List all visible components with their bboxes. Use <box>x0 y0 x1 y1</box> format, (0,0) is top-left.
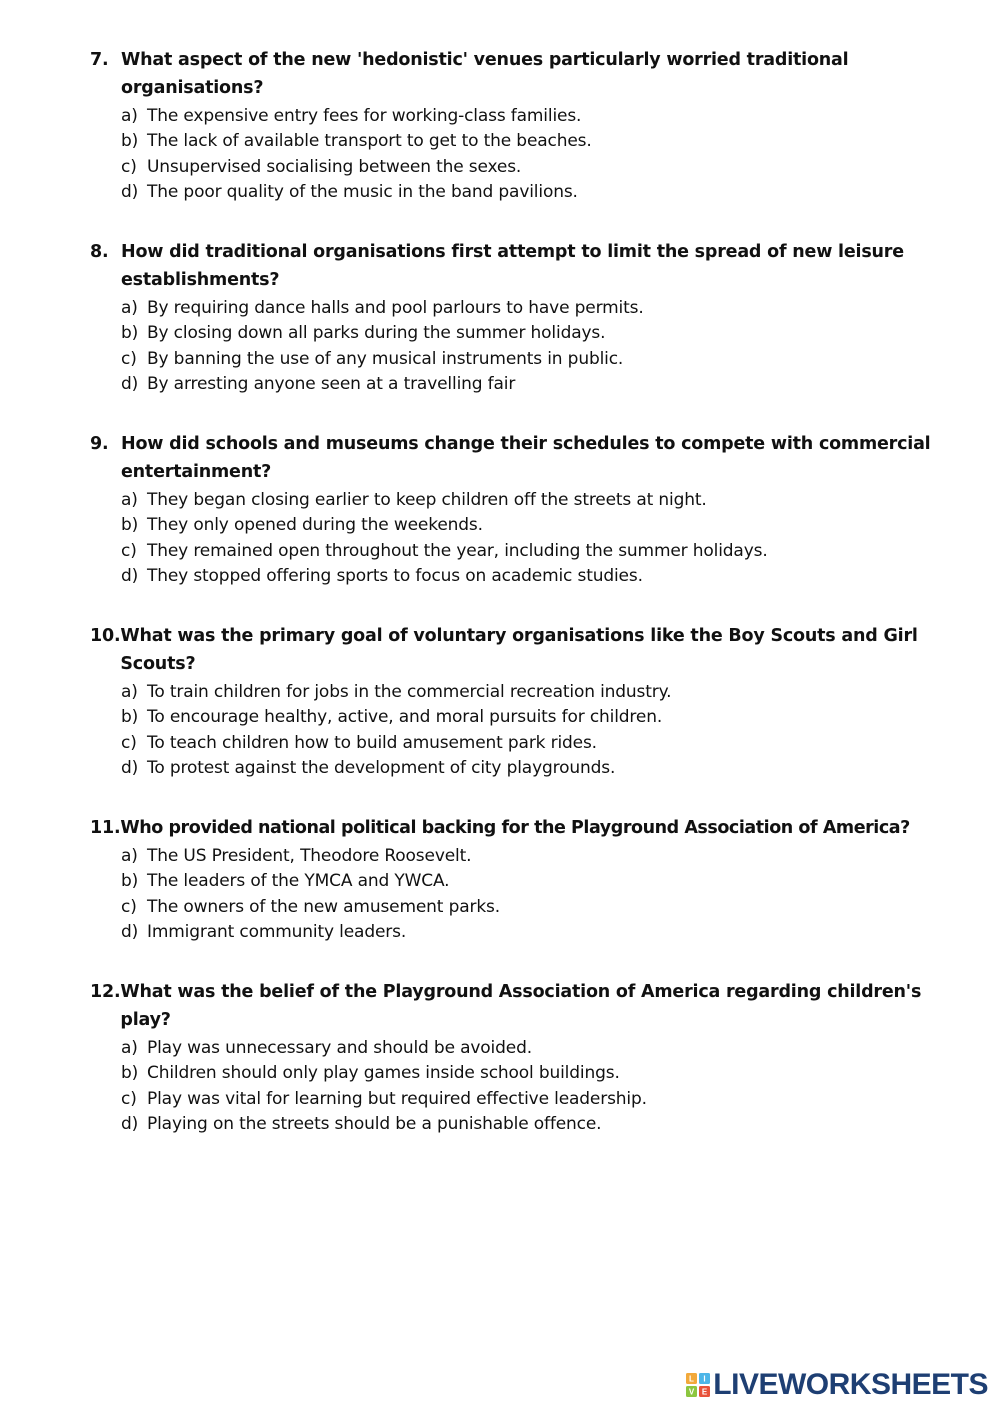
answer-option-c[interactable] <box>121 347 970 372</box>
answer-option-d[interactable] <box>121 1112 970 1137</box>
svg-text:L: L <box>689 1374 695 1384</box>
answer-option-c[interactable] <box>121 895 970 920</box>
option-text: They only opened during the weekends. <box>147 515 483 536</box>
option-text: The lack of available transport to get to the beaches. <box>147 131 592 152</box>
option-letter: c) <box>121 896 137 917</box>
answer-option-a[interactable] <box>121 1036 970 1061</box>
option-letter: c) <box>121 732 137 753</box>
answer-option-b[interactable] <box>121 869 970 894</box>
answer-option-b[interactable] <box>121 321 970 346</box>
answer-option-a[interactable] <box>121 488 970 513</box>
question-number: 8. <box>90 242 109 262</box>
liveworksheets-logo-icon <box>685 1372 711 1398</box>
question-heading <box>90 622 970 678</box>
answer-options <box>121 844 970 945</box>
option-letter: c) <box>121 156 137 177</box>
question-11 <box>90 814 970 945</box>
question-heading <box>90 814 970 842</box>
option-letter: b) <box>121 707 139 728</box>
option-text: To teach children how to build amusement park rides. <box>147 732 597 753</box>
option-letter: a) <box>121 682 138 702</box>
option-text: By banning the use of any musical instruments in public. <box>147 348 624 369</box>
option-text: The poor quality of the music in the band pavilions. <box>147 181 578 202</box>
option-text: They stopped offering sports to focus on academic studies. <box>147 565 643 586</box>
question-text: Who provided national political backing for the Playground Association of America? <box>120 818 910 838</box>
question-10 <box>90 622 970 781</box>
question-number: 12. <box>90 982 121 1002</box>
answer-option-a[interactable] <box>121 104 970 129</box>
option-text: The expensive entry fees for working-class families. <box>147 106 582 126</box>
question-number: 7. <box>90 50 109 70</box>
liveworksheets-brand[interactable] <box>685 1370 988 1400</box>
option-text: Unsupervised socialising between the sexes. <box>147 156 522 177</box>
answer-options <box>121 488 970 589</box>
question-text: How did traditional organisations first attempt to limit the spread of new leisure establishments? <box>121 242 904 290</box>
answer-option-c[interactable] <box>121 731 970 756</box>
option-letter: b) <box>121 1063 139 1084</box>
option-letter: b) <box>121 323 139 344</box>
question-number: 11. <box>90 818 121 838</box>
option-text: By arresting anyone seen at a travelling fair <box>147 373 516 394</box>
answer-option-d[interactable] <box>121 372 970 397</box>
option-text: Play was vital for learning but required effective leadership. <box>147 1088 647 1109</box>
option-text: Children should only play games inside school buildings. <box>147 1063 620 1084</box>
option-text: By requiring dance halls and pool parlours to have permits. <box>147 298 644 318</box>
question-7 <box>90 46 970 205</box>
option-text: They remained open throughout the year, including the summer holidays. <box>147 540 768 561</box>
option-letter: a) <box>121 298 138 318</box>
option-letter: d) <box>121 757 139 778</box>
option-letter: b) <box>121 131 139 152</box>
question-number: 10. <box>90 626 121 646</box>
option-letter: a) <box>121 106 138 126</box>
option-letter: a) <box>121 490 138 510</box>
option-text: To protest against the development of city playgrounds. <box>147 757 616 778</box>
answer-option-c[interactable] <box>121 155 970 180</box>
option-letter: d) <box>121 373 139 394</box>
question-number: 9. <box>90 434 109 454</box>
option-letter: d) <box>121 1113 139 1134</box>
option-text: Immigrant community leaders. <box>147 921 407 942</box>
question-text: What was the belief of the Playground Association of America regarding children's play? <box>120 982 922 1030</box>
option-text: Playing on the streets should be a punishable offence. <box>147 1113 602 1134</box>
question-text: How did schools and museums change their schedules to compete with commercial entertainment? <box>121 434 931 482</box>
option-letter: d) <box>121 921 139 942</box>
option-letter: b) <box>121 871 139 892</box>
option-letter: b) <box>121 515 139 536</box>
option-text: To train children for jobs in the commercial recreation industry. <box>147 682 672 702</box>
answer-options <box>121 104 970 205</box>
option-letter: c) <box>121 540 137 561</box>
option-text: The leaders of the YMCA and YWCA. <box>147 871 450 892</box>
option-letter: a) <box>121 846 138 866</box>
option-letter: c) <box>121 1088 137 1109</box>
answer-option-b[interactable] <box>121 1061 970 1086</box>
question-9 <box>90 430 970 589</box>
answer-option-d[interactable] <box>121 564 970 589</box>
question-12 <box>90 978 970 1137</box>
svg-text:V: V <box>689 1387 695 1397</box>
answer-options <box>121 296 970 397</box>
answer-option-c[interactable] <box>121 1087 970 1112</box>
answer-option-a[interactable] <box>121 296 970 321</box>
answer-option-b[interactable] <box>121 129 970 154</box>
brand-name: LIVEWORKSHEETS <box>713 1368 988 1401</box>
option-letter: a) <box>121 1038 138 1058</box>
answer-option-d[interactable] <box>121 920 970 945</box>
svg-text:I: I <box>703 1374 706 1384</box>
question-heading <box>90 238 970 294</box>
answer-option-d[interactable] <box>121 180 970 205</box>
question-8 <box>90 238 970 397</box>
answer-option-c[interactable] <box>121 539 970 564</box>
option-text: Play was unnecessary and should be avoided. <box>147 1038 532 1058</box>
option-text: To encourage healthy, active, and moral pursuits for children. <box>147 707 663 728</box>
answer-option-d[interactable] <box>121 756 970 781</box>
answer-option-a[interactable] <box>121 844 970 869</box>
question-heading <box>90 430 970 486</box>
option-letter: c) <box>121 348 137 369</box>
option-text: By closing down all parks during the summer holidays. <box>147 323 606 344</box>
question-text: What was the primary goal of voluntary organisations like the Boy Scouts and Girl Scouts? <box>120 626 918 674</box>
option-text: The US President, Theodore Roosevelt. <box>147 846 472 866</box>
option-letter: d) <box>121 565 139 586</box>
answer-option-a[interactable] <box>121 680 970 705</box>
answer-option-b[interactable] <box>121 705 970 730</box>
answer-option-b[interactable] <box>121 513 970 538</box>
question-text: What aspect of the new 'hedonistic' venues particularly worried traditional organisations? <box>121 50 849 98</box>
answer-options <box>121 680 970 781</box>
option-text: They began closing earlier to keep children off the streets at night. <box>147 490 707 510</box>
question-heading <box>90 46 970 102</box>
svg-text:E: E <box>702 1387 708 1397</box>
option-text: The owners of the new amusement parks. <box>147 896 500 917</box>
option-letter: d) <box>121 181 139 202</box>
answer-options <box>121 1036 970 1137</box>
question-heading <box>90 978 970 1034</box>
